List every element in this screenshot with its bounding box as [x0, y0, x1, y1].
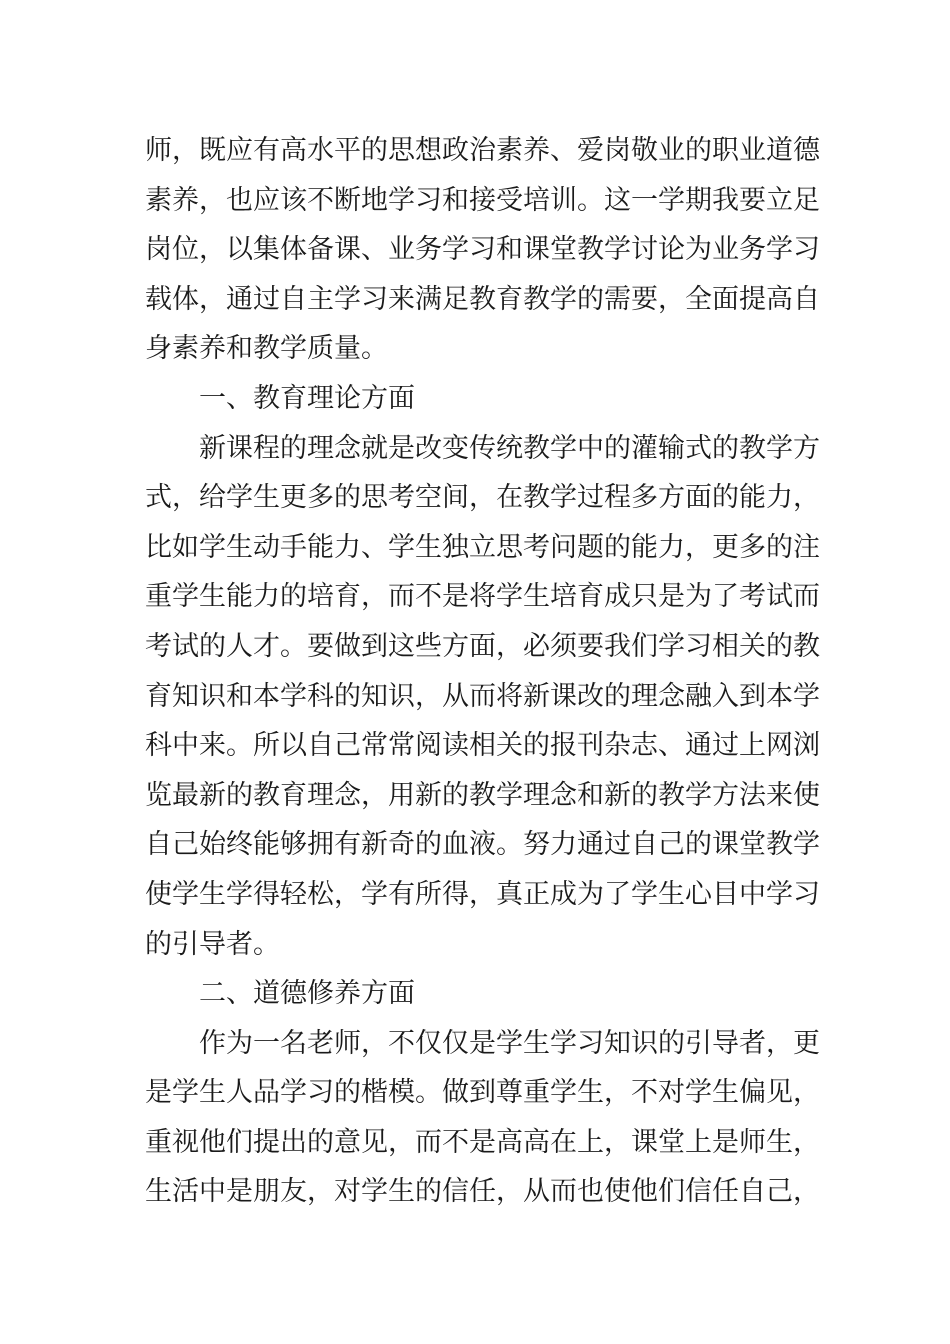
- paragraph-first-line: 作为一名老师，不仅仅是学生学习知识的引导者，更: [199, 1027, 820, 1059]
- text-line: 考试的人才。要做到这些方面，必须要我们学习相关的教: [145, 630, 820, 662]
- section-heading-education-theory: 一、教育理论方面: [199, 382, 415, 414]
- text-line: 是学生人品学习的楷模。做到尊重学生，不对学生偏见，: [145, 1077, 820, 1109]
- text-line: 重学生能力的培育，而不是将学生培育成只是为了考试而: [145, 581, 820, 613]
- text-line: 使学生学得轻松，学有所得，真正成为了学生心目中学习: [145, 878, 820, 910]
- text-line: 重视他们提出的意见，而不是高高在上，课堂上是师生，: [145, 1126, 820, 1158]
- text-line: 自己始终能够拥有新奇的血液。努力通过自己的课堂教学: [145, 829, 820, 861]
- text-line: 身素养和教学质量。: [145, 333, 388, 365]
- paragraph-first-line: 新课程的理念就是改变传统教学中的灌输式的教学方: [199, 432, 820, 464]
- text-line: 科中来。所以自己常常阅读相关的报刊杂志、通过上网浏: [145, 730, 820, 762]
- text-line: 览最新的教育理念，用新的教学理念和新的教学方法来使: [145, 779, 820, 811]
- text-line: 的引导者。: [145, 928, 280, 960]
- text-line: 载体，通过自主学习来满足教育教学的需要，全面提高自: [145, 283, 820, 315]
- text-line: 式，给学生更多的思考空间，在教学过程多方面的能力，: [145, 482, 820, 514]
- text-line: 师，既应有高水平的思想政治素养、爱岗敬业的职业道德: [145, 135, 820, 166]
- text-line: 比如学生动手能力、学生独立思考问题的能力，更多的注: [145, 531, 820, 563]
- section-heading-moral-cultivation: 二、道德修养方面: [199, 978, 415, 1010]
- text-line: 素养，也应该不断地学习和接受培训。这一学期我要立足: [145, 184, 820, 216]
- text-line: 生活中是朋友，对学生的信任，从而也使他们信任自己，: [145, 1176, 820, 1208]
- text-line: 岗位，以集体备课、业务学习和课堂教学讨论为业务学习: [145, 234, 820, 266]
- document-body: [145, 126, 820, 1217]
- text-line: 育知识和本学科的知识，从而将新课改的理念融入到本学: [145, 680, 820, 712]
